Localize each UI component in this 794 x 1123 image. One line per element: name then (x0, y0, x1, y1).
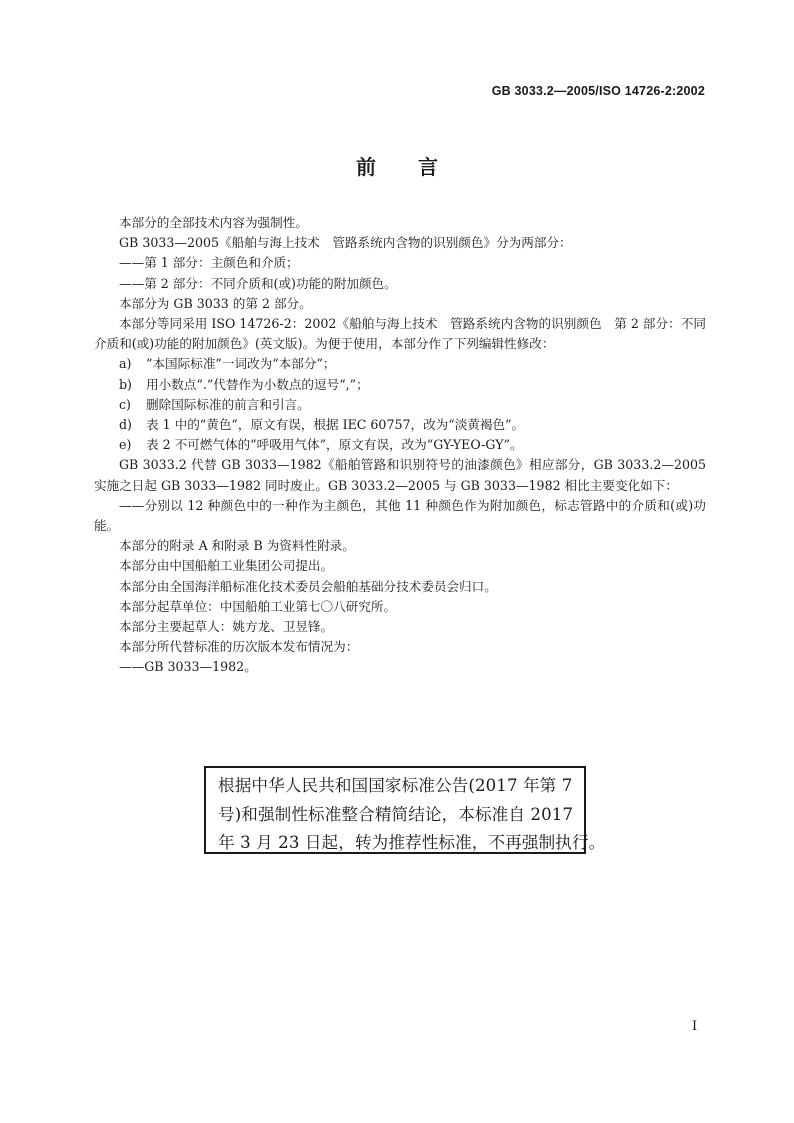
paragraph-mandatory-statement: 本部分的全部技术内容为强制性。 (119, 215, 308, 230)
edit-item-text: 删除国际标准的前言和引言。 (146, 396, 310, 412)
list-item-main-change: ——分别以 12 种颜色中的一种作为主颜色，其他 11 种颜色作为附加颜色，标志管路中的介质和(或)功能。 (94, 497, 706, 534)
list-item-part-2: ——第 2 部分：不同介质和(或)功能的附加颜色。 (119, 275, 397, 291)
page-title (0, 151, 794, 180)
edit-item-text: 表 1 中的“黄色”，原文有误，根据 IEC 60757，改为“淡黄褐色”。 (146, 417, 525, 433)
edit-item-text: 用小数点“.”代替作为小数点的逗号“,”； (146, 376, 369, 392)
notice-line-1: 根据中华人民共和国国家标准公告(2017 年第 7 (218, 776, 573, 795)
paragraph-centralized-by: 本部分由全国海洋船标准化技术委员会船舶基础分技术委员会归口。 (119, 578, 497, 594)
paragraph-drafting-unit: 本部分起草单位：中国船舶工业第七〇八研究所。 (119, 598, 397, 614)
paragraph-drafters: 本部分主要起草人：姚方龙、卫昱锋。 (119, 619, 334, 635)
edit-item-marker: b) (119, 376, 132, 392)
paragraph-proposed-by: 本部分由中国船舶工业集团公司提出。 (119, 558, 334, 574)
edit-item-marker: d) (119, 417, 132, 433)
edit-item-marker: e) (119, 437, 132, 453)
edit-item-text: “本国际标准”一词改为“本部分”； (146, 356, 336, 372)
list-item-part-1: ——第 1 部分：主颜色和介质； (119, 255, 299, 271)
notice-box (204, 766, 606, 854)
paragraph-parts-intro: GB 3033—2005《船舶与海上技术 管路系统内含物的识别颜色》分为两部分： (119, 235, 572, 251)
paragraph-this-part: 本部分为 GB 3033 的第 2 部分。 (119, 295, 312, 311)
title-char-1: 前 (356, 155, 376, 179)
edit-item-e (94, 435, 706, 455)
edit-item-marker: a) (119, 356, 132, 372)
standard-code: GB 3033.2—2005/ISO 14726-2:2002 (491, 84, 705, 98)
edit-item-d (94, 415, 706, 435)
paragraph-history-intro: 本部分所代替标准的历次版本发布情况为： (119, 639, 359, 655)
notice-line-3: 年 3 月 23 日起，转为推荐性标准，不再强制执行。 (218, 833, 606, 852)
edit-item-b (94, 375, 706, 395)
title-char-2: 言 (418, 155, 438, 179)
foreword-body (94, 213, 706, 678)
edit-item-c (94, 395, 706, 415)
edit-item-marker: c) (119, 396, 131, 412)
notice-line-2: 号)和强制性标准整合精简结论，本标准自 2017 (218, 804, 574, 824)
list-item-history: ——GB 3033—1982。 (119, 659, 257, 675)
edit-item-text: 表 2 不可燃气体的“呼吸用气体”，原文有误，改为“GY-YEO-GY”。 (146, 437, 523, 453)
paragraph-replacement: GB 3033.2 代替 GB 3033—1982《船舶管路和识别符号的油漆颜色》相应部分，GB 3033.2—2005 实施之日起 GB 3033—1982 同时废止。GB 3033.2—2005 与 GB 3033—1982 相比主要变化如下： (94, 457, 706, 493)
paragraph-annexes: 本部分的附录 A 和附录 B 为资料性附录。 (119, 538, 355, 554)
edit-item-a (94, 354, 706, 374)
paragraph-equivalence: 本部分等同采用 ISO 14726-2：2002《船舶与海上技术 管路系统内含物的识别颜色 第 2 部分：不同介质和(或)功能的附加颜色》(英文版)。为便于使用，本部分作了下列编辑性修改： (94, 316, 706, 352)
page-number: I (692, 1019, 698, 1034)
